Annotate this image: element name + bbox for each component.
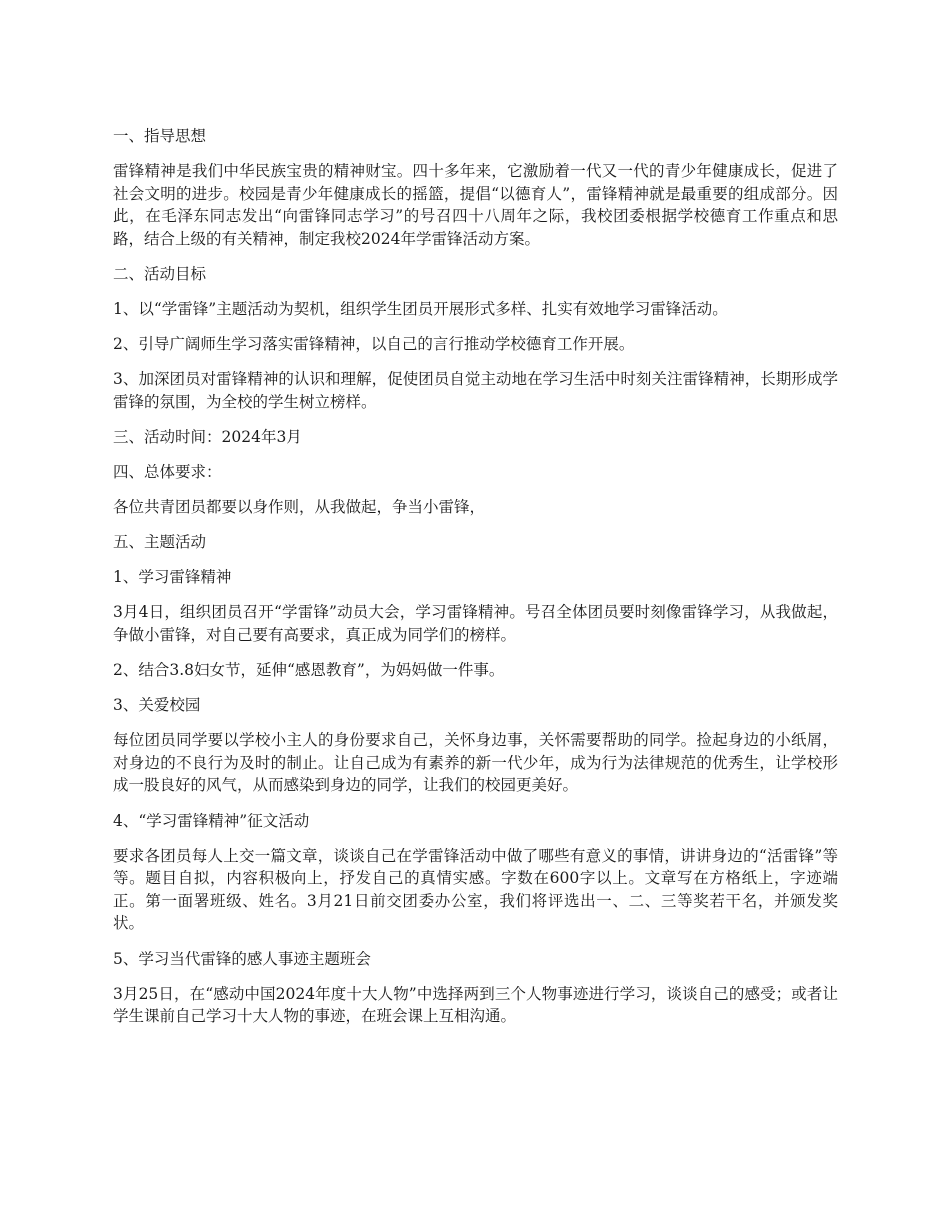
goal-item-1: 1、以“学雷锋”主题活动为契机，组织学生团员开展形式多样、扎实有效地学习雷锋活动。 <box>113 300 728 319</box>
paragraph-general-requirements: 各位共青团员都要以身作则，从我做起，争当小雷锋， <box>113 498 486 517</box>
activity-heading-3: 3、关爱校园 <box>113 696 201 715</box>
document-body <box>113 125 838 1040</box>
goal-item-2: 2、引导广阔师生学习落实雷锋精神，以自己的言行推动学校德育工作开展。 <box>113 335 635 354</box>
goal-item-3: 3、加深团员对雷锋精神的认识和理解，促使团员自觉主动地在学习生活中时刻关注雷锋精神，长期形成学雷锋的氛围，为全校的学生树立榜样。 <box>113 370 838 411</box>
activity-heading-4: 4、“学习雷锋精神”征文活动 <box>113 811 310 830</box>
activity-heading-1: 1、学习雷锋精神 <box>113 568 232 587</box>
activity-paragraph-3: 每位团员同学要以学校小主人的身份要求自己，关怀身边事，关怀需要帮助的同学。捡起身边的小纸屑，对身边的不良行为及时的制止。让自己成为有素养的新一代少年，成为行为法律规范的优秀生，让学校形成一股良好的风气，从而感染到身边的同学，让我们的校园更美好。 <box>113 731 838 795</box>
activity-paragraph-5: 3月25日，在“感动中国2024年度十大人物”中选择两到三个人物事迹进行学习，谈谈自己的感受；或者让学生课前自己学习十大人物的事迹，在班会课上互相沟通。 <box>113 984 838 1026</box>
heading-guiding-ideology: 一、指导思想 <box>113 127 207 145</box>
heading-activity-time: 三、活动时间：2024年3月 <box>113 427 302 446</box>
activity-paragraph-4: 要求各团员每人上交一篇文章，谈谈自己在学雷锋活动中做了哪些有意义的事情，讲讲身边的“活雷锋”等等。题目自拟，内容积极向上，抒发自己的真情实感。字数在600字以上。文章写在方格纸上，字迹端正。第一面署班级、姓名。3月21日前交团委办公室，我们将评选出一、二、三等奖若干名，并颁发奖状。 <box>113 846 838 933</box>
heading-general-requirements: 四、总体要求： <box>113 463 222 482</box>
heading-theme-activities: 五、主题活动 <box>113 533 207 552</box>
activity-paragraph-1: 3月4日，组织团员召开“学雷锋”动员大会，学习雷锋精神。号召全体团员要时刻像雷锋学习，从我做起，争做小雷锋，对自己要有高要求，真正成为同学们的榜样。 <box>113 603 838 644</box>
activity-heading-2: 2、结合3.8妇女节，延伸“感恩教育”，为妈妈做一件事。 <box>113 661 505 680</box>
activity-heading-5: 5、学习当代雷锋的感人事迹主题班会 <box>113 949 371 968</box>
paragraph-guiding-ideology: 雷锋精神是我们中华民族宝贵的精神财宝。四十多年来，它激励着一代又一代的青少年健康成长，促进了社会文明的进步。校园是青少年健康成长的摇篮，提倡“以德育人”，雷锋精神就是最重要的组成部分。因此，在毛泽东同志发出“向雷锋同志学习”的号召四十八周年之际，我校团委根据学校德育工作重点和思路，结合上级的有关精神，制定我校2024年学雷锋活动方案。 <box>113 162 838 248</box>
heading-activity-goals: 二、活动目标 <box>113 264 207 283</box>
